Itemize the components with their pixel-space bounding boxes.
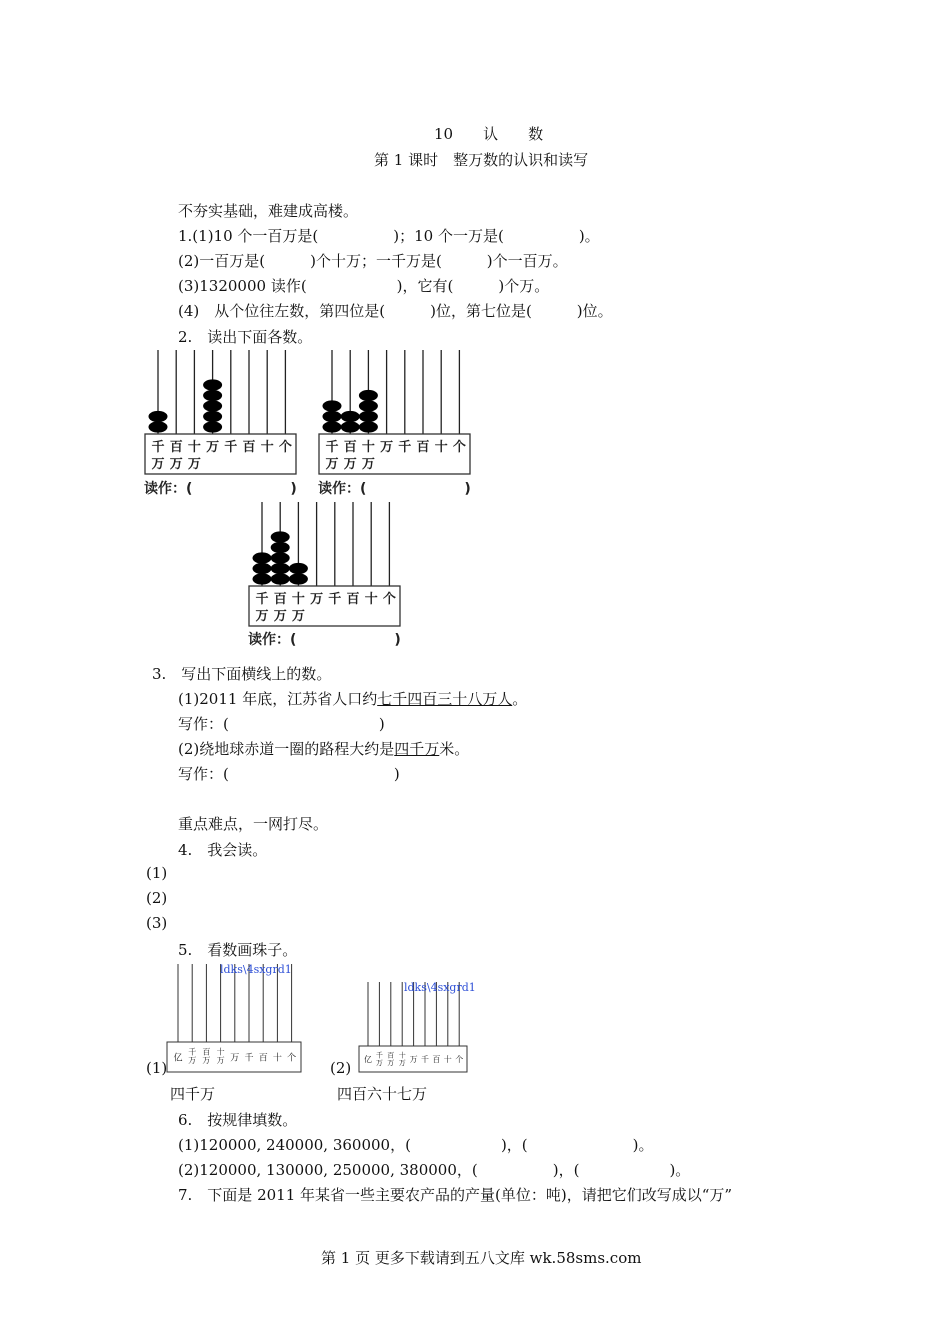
abacus-figure-3 <box>246 500 406 650</box>
place-label: 万 <box>380 440 394 455</box>
place-label: 万 <box>216 1056 225 1065</box>
question-6-2: (2)120000, 130000, 250000, 380000，( )，( )。 <box>178 1161 691 1179</box>
section-heading-2: 重点难点，一网打尽。 <box>178 815 329 833</box>
place-label: 万 <box>206 440 220 455</box>
place-label: 百 <box>273 592 287 607</box>
q3-2-underlined: 四千万 <box>394 740 440 758</box>
read-as-label: 读作：( ) <box>318 481 471 497</box>
item-3: (3) <box>146 914 168 932</box>
abacus-bead <box>359 421 378 432</box>
abacus-figure-1 <box>142 348 302 498</box>
place-label: 千 <box>328 592 342 607</box>
q3-1-end: 。 <box>512 690 528 708</box>
place-label: 百 <box>202 1047 211 1057</box>
write-as-2: 写作：( ) <box>178 765 400 783</box>
place-label: 百 <box>169 440 183 455</box>
abacus-bead <box>359 411 378 422</box>
abacus-bead <box>253 573 272 584</box>
place-label: 百 <box>346 592 360 607</box>
q3-2-text: (2)绕地球赤道一圈的路程大约是 <box>178 740 395 758</box>
abacus-bead <box>359 390 378 401</box>
question-7: 7. 下面是 2011 年某省一些主要农产品的产量(单位：吨)，请把它们改写成以“万” <box>178 1186 733 1204</box>
question-4: 4. 我会读。 <box>178 841 268 859</box>
abacus-bead <box>271 573 290 584</box>
abacus-bead <box>341 411 360 422</box>
place-label: 十 <box>443 1055 452 1064</box>
place-label: 万 <box>187 457 201 472</box>
abacus-bead <box>203 390 222 401</box>
place-label: 个 <box>382 592 396 607</box>
abacus-bead <box>149 421 168 432</box>
question-1-1: 1.(1)10 个一百万是( )；10 个一万是( )。 <box>178 227 600 245</box>
place-label: 万 <box>325 457 339 472</box>
abacus-bead <box>253 563 272 574</box>
place-label: 万 <box>409 1055 418 1064</box>
place-label: 百 <box>432 1055 441 1064</box>
place-label: 千 <box>325 440 339 455</box>
place-label: 万 <box>375 1059 383 1067</box>
place-label: 个 <box>452 440 466 455</box>
place-label: 十 <box>361 440 375 455</box>
question-3-1 <box>178 688 527 709</box>
question-3: 3. 写出下面横线上的数。 <box>152 665 332 683</box>
abacus-bead <box>271 531 290 542</box>
watermark: ldks\4sxgrd1 <box>404 981 476 994</box>
page-footer: 第 1 页 更多下载请到五八文库 wk.58sms.com <box>321 1249 642 1267</box>
empty-abacus-1 <box>166 962 306 1076</box>
place-label: 十 <box>291 592 305 607</box>
place-label: 千 <box>151 440 165 455</box>
place-label: 万 <box>273 609 287 624</box>
item-2: (2) <box>146 889 168 907</box>
place-label: 万 <box>202 1056 211 1065</box>
abacus-bead <box>203 421 222 432</box>
place-label: 十 <box>260 440 274 455</box>
place-label: 千 <box>224 440 238 455</box>
place-label: 十 <box>434 440 448 455</box>
place-label: 百 <box>258 1053 268 1064</box>
place-label: 万 <box>398 1059 406 1067</box>
place-label: 千 <box>255 592 269 607</box>
question-5: 5. 看数画珠子。 <box>178 941 298 959</box>
abacus-bead <box>289 573 308 584</box>
read-as-label: 读作：( ) <box>248 632 401 648</box>
q3-1-text: (1)2011 年底，江苏省人口约 <box>178 690 378 708</box>
q5-label-2: (2) <box>330 1059 352 1077</box>
place-label: 十 <box>272 1053 282 1064</box>
place-label: 千 <box>188 1047 197 1057</box>
question-1-2: (2)一百万是( )个十万；一千万是( )个一百万。 <box>178 252 568 270</box>
question-6: 6. 按规律填数。 <box>178 1111 298 1129</box>
abacus-bead <box>271 552 290 563</box>
question-3-2 <box>178 738 469 759</box>
empty-abacus-2 <box>358 980 472 1076</box>
place-label: 百 <box>387 1051 395 1060</box>
q3-1-underlined: 七千四百三十八万人 <box>377 690 513 708</box>
abacus-bead <box>289 563 308 574</box>
place-label: 十 <box>187 440 201 455</box>
watermark: ldks\4sxgrd1 <box>220 963 292 976</box>
place-label: 万 <box>169 457 183 472</box>
place-label: 百 <box>242 440 256 455</box>
q3-2-end: 米。 <box>439 740 470 758</box>
abacus-bead <box>253 552 272 563</box>
place-label: 十 <box>216 1047 225 1057</box>
place-label: 万 <box>255 609 269 624</box>
place-label: 万 <box>230 1053 240 1064</box>
place-label: 万 <box>361 457 375 472</box>
abacus-bead <box>203 400 222 411</box>
item-1: (1) <box>146 864 168 882</box>
place-label: 个 <box>287 1053 297 1064</box>
place-label: 万 <box>151 457 165 472</box>
abacus-bead <box>359 400 378 411</box>
place-label: 亿 <box>173 1053 183 1064</box>
place-label: 千 <box>244 1053 254 1064</box>
q5-number-1: 四千万 <box>170 1085 216 1103</box>
abacus-bead <box>203 411 222 422</box>
abacus-bead <box>203 379 222 390</box>
question-2: 2. 读出下面各数。 <box>178 328 313 346</box>
abacus-bead <box>149 411 168 422</box>
abacus-bead <box>341 421 360 432</box>
place-label: 万 <box>343 457 357 472</box>
place-label: 万 <box>291 609 305 624</box>
abacus-bead <box>271 563 290 574</box>
place-label: 千 <box>398 440 412 455</box>
place-label: 万 <box>387 1059 395 1067</box>
abacus-bead <box>271 542 290 553</box>
question-1-4: (4) 从个位往左数，第四位是( )位，第七位是( )位。 <box>178 302 613 320</box>
lesson-title: 10 认 数 <box>434 125 544 143</box>
place-label: 百 <box>416 440 430 455</box>
question-1-3: (3)1320000 读作( )，它有( )个万。 <box>178 277 550 295</box>
place-label: 万 <box>310 592 324 607</box>
abacus-figure-2 <box>316 348 476 498</box>
place-label: 个 <box>455 1055 464 1064</box>
place-label: 个 <box>278 440 292 455</box>
place-label: 千 <box>375 1051 383 1060</box>
abacus-bead <box>323 421 342 432</box>
q5-number-2: 四百六十七万 <box>337 1085 428 1103</box>
abacus-bead <box>323 411 342 422</box>
q5-label-1: (1) <box>146 1059 168 1077</box>
read-as-label: 读作：( ) <box>144 481 297 497</box>
place-label: 千 <box>421 1055 429 1064</box>
abacus-bead <box>323 400 342 411</box>
place-label: 十 <box>398 1051 406 1060</box>
place-label: 万 <box>188 1056 197 1065</box>
question-6-1: (1)120000, 240000, 360000，( )，( )。 <box>178 1136 654 1154</box>
write-as-1: 写作：( ) <box>178 715 385 733</box>
place-label: 百 <box>343 440 357 455</box>
lesson-subtitle: 第 1 课时 整万数的认识和读写 <box>374 151 589 169</box>
place-label: 十 <box>364 592 378 607</box>
section-heading: 不夯实基础，难建成高楼。 <box>178 202 359 220</box>
place-label: 亿 <box>364 1055 372 1064</box>
